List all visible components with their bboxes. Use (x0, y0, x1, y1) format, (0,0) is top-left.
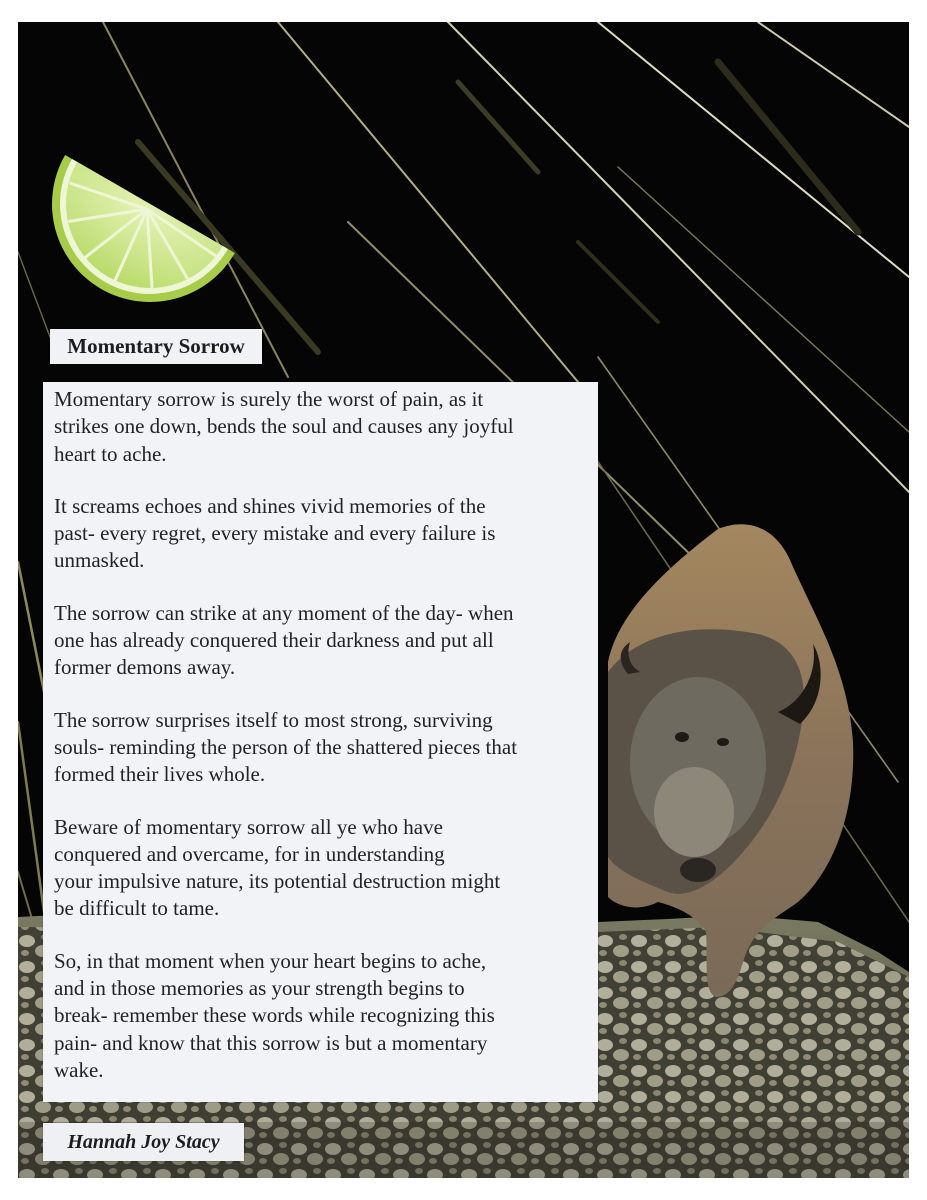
collage (18, 22, 909, 1178)
stanza-4: The sorrow surprises itself to most strong, surviving souls- reminding the person of the shattered pieces that formed their lives whole. (54, 707, 518, 787)
stanza-3: The sorrow can strike at any moment of the day- when one has already conquered their darkness and put all former demons away. (54, 600, 514, 680)
poem-title: Momentary Sorrow (50, 329, 262, 364)
stanza-1: Momentary sorrow is surely the worst of pain, as it strikes one down, bends the soul and causes any joyful heart to ache. (54, 387, 514, 466)
stanza-2: It screams echoes and shines vivid memories of the past- every regret, every mistake and every failure is unmasked. (54, 493, 496, 573)
author-name: Hannah Joy Stacy (43, 1123, 244, 1161)
stanza-6: So, in that moment when your heart begins to ache, and in those memories as your strength begins to break- remember these words while recognizing this pain- and know that this sorrow is but a momentary wake. (54, 948, 495, 1082)
stanza-5: Beware of momentary sorrow all ye who have conquered and overcame, for in understanding your impulsive nature, its potential destruction might be difficult to tame. (54, 814, 501, 921)
poem-card (43, 382, 598, 1102)
